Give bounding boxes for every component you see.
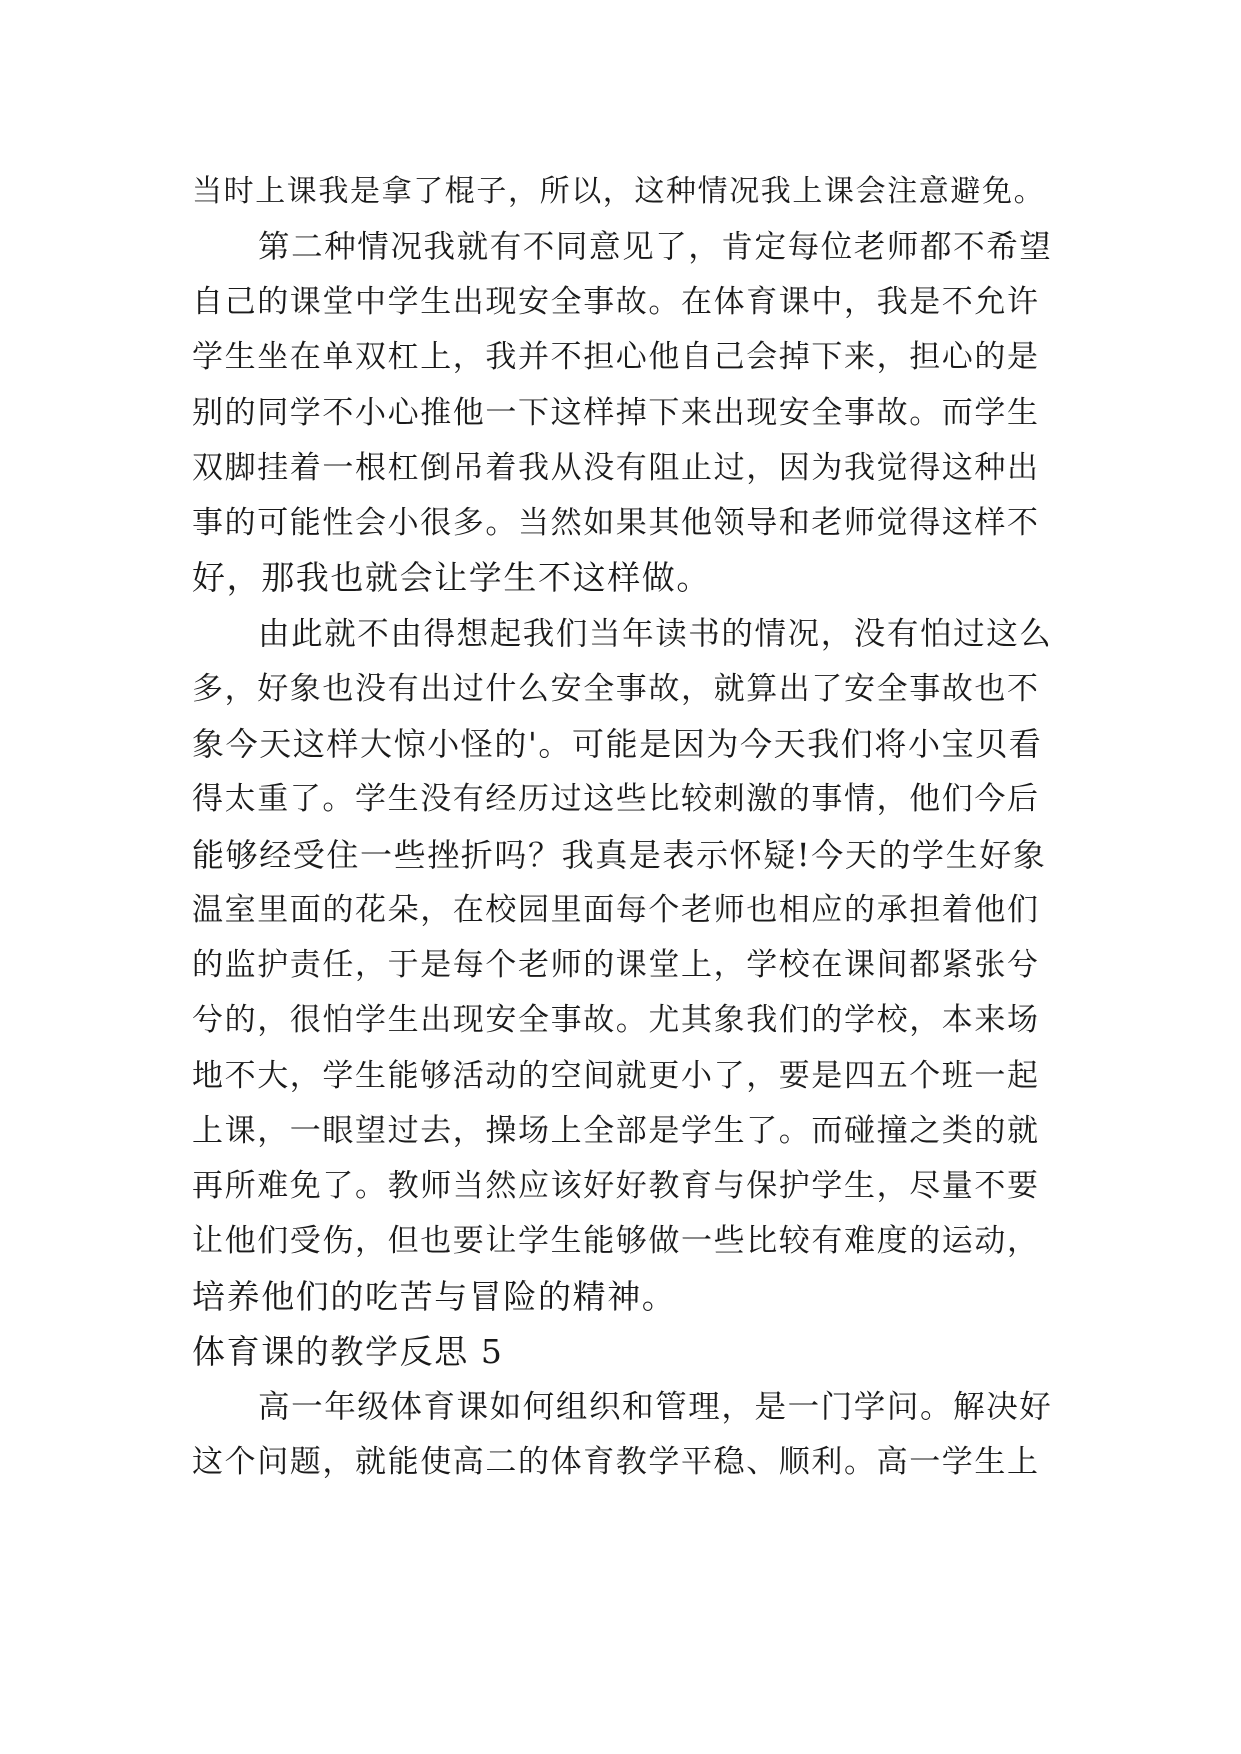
text-line: 双脚挂着一根杠倒吊着我从没有阻止过，因为我觉得这种出 (192, 450, 1040, 486)
section-title: 体育课的教学反思 5 (192, 1332, 504, 1371)
text-line: 上课，一眼望过去，操场上全部是学生了。而碰撞之类的就 (192, 1113, 1040, 1149)
text-line: 再所难免了。教师当然应该好好教育与保护学生，尽量不要 (192, 1168, 1040, 1204)
text-line: 让他们受伤，但也要让学生能够做一些比较有难度的运动， (192, 1223, 1040, 1259)
text-line: 能够经受住一些挫折吗？我真是表示怀疑!今天的学生好象 (192, 836, 1047, 874)
text-line: 学生坐在单双杠上，我并不担心他自己会掉下来，担心的是 (192, 339, 1040, 375)
text-line: 温室里面的花朵，在校园里面每个老师也相应的承担着他们 (192, 892, 1040, 928)
paragraph-start-line: 由此就不由得想起我们当年读书的情况，没有怕过这么 (258, 616, 1053, 652)
text-line: 的监护责任，于是每个老师的课堂上，学校在课间都紧张兮 (192, 947, 1040, 983)
text-line: 这个问题，就能使高二的体育教学平稳、顺利。高一学生上 (192, 1444, 1040, 1480)
text-line: 自己的课堂中学生出现安全事故。在体育课中，我是不允许 (192, 284, 1040, 320)
text-line: 地不大，学生能够活动的空间就更小了，要是四五个班一起 (192, 1058, 1040, 1094)
text-line: 事的可能性会小很多。当然如果其他领导和老师觉得这样不 (192, 505, 1040, 541)
text-line: 别的同学不小心推他一下这样掉下来出现安全事故。而学生 (192, 395, 1040, 431)
paragraph-start-line: 第二种情况我就有不同意见了，肯定每位老师都不希望 (258, 229, 1053, 265)
paragraph-start-line: 高一年级体育课如何组织和管理，是一门学问。解决好 (258, 1389, 1053, 1425)
text-line: 好，那我也就会让学生不这样做。 (192, 558, 711, 597)
text-line: 培养他们的吃苦与冒险的精神。 (192, 1277, 677, 1316)
text-line: 象今天这样大惊小怪的'。可能是因为今天我们将小宝贝看 (192, 725, 1043, 763)
text-line: 兮的，很怕学生出现安全事故。尤其象我们的学校，本来场 (192, 1002, 1040, 1038)
text-line: 多，好象也没有出过什么安全事故，就算出了安全事故也不 (192, 671, 1040, 707)
text-line: 得太重了。学生没有经历过这些比较刺激的事情，他们今后 (192, 781, 1040, 817)
text-line: 当时上课我是拿了棍子，所以，这种情况我上课会注意避免。 (192, 174, 1046, 209)
